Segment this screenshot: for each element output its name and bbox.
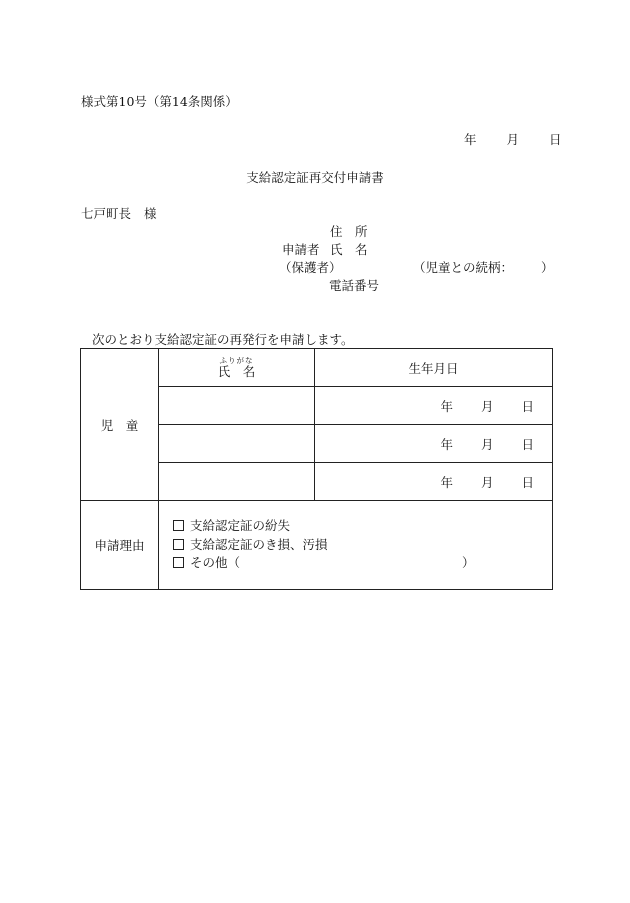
dob-month-label: 月: [480, 398, 494, 414]
furigana-label: ふりがな: [219, 355, 254, 365]
dob-year-label: 年: [440, 398, 453, 414]
applicant-relation-label: （児童との続柄：: [413, 260, 514, 275]
name-header: 氏 名: [217, 364, 256, 379]
reason-label: その他（: [190, 555, 241, 571]
dob-month-label: 月: [480, 474, 494, 490]
child-name-field[interactable]: [159, 387, 315, 425]
dob-month-label: 月: [480, 436, 494, 452]
form-number: 様式第10号（第14条関係）: [81, 94, 238, 109]
reason-header: 申請理由: [81, 501, 159, 590]
addressee-honorific: 様: [144, 206, 157, 221]
reason-label: 支給認定証の紛失: [190, 517, 291, 533]
child-name-field[interactable]: [159, 463, 315, 501]
dob-year-label: 年: [440, 474, 453, 490]
date-month-label: 月: [506, 132, 520, 147]
dob-header: 生年月日: [315, 349, 553, 387]
table-header-row: [81, 349, 553, 387]
other-close-paren: ）: [462, 555, 475, 571]
child-name-field[interactable]: [159, 425, 315, 463]
name-header-cell: [159, 349, 315, 387]
dob-day-label: 日: [521, 398, 534, 414]
dob-day-label: 日: [521, 436, 534, 452]
reason-label: 支給認定証のき損、汚損: [190, 536, 328, 552]
reason-option-damaged[interactable]: [173, 536, 552, 555]
applicant-name-label: 氏 名: [330, 242, 368, 257]
reason-row: [81, 501, 553, 590]
child-dob-field[interactable]: [315, 387, 553, 425]
checkbox-icon[interactable]: [173, 539, 184, 550]
reason-option-lost[interactable]: [173, 517, 552, 536]
dob-year-label: 年: [440, 436, 453, 452]
checkbox-icon[interactable]: [173, 520, 184, 531]
checkbox-icon[interactable]: [173, 557, 184, 568]
addressee: [81, 208, 157, 221]
applicant-phone-label: 電話番号: [329, 278, 380, 293]
applicant-relation-close: ）: [541, 260, 554, 275]
applicant-guardian-label: （保護者）: [279, 260, 342, 275]
applicant-role-label: 申請者: [282, 242, 320, 257]
application-table: [80, 348, 553, 590]
page-title: 支給認定証再交付申請書: [246, 170, 384, 185]
applicant-address-label: 住 所: [330, 224, 368, 239]
addressee-name: 七戸町長: [81, 206, 132, 221]
lead-text: 次のとおり支給認定証の再発行を申請します。: [92, 332, 354, 347]
date-year-label: 年: [464, 132, 477, 147]
reason-option-other[interactable]: [173, 554, 552, 573]
date-day-label: 日: [549, 132, 562, 147]
reason-options: [159, 501, 553, 590]
child-dob-field[interactable]: [315, 463, 553, 501]
child-header: 児 童: [81, 349, 159, 501]
child-dob-field[interactable]: [315, 425, 553, 463]
dob-day-label: 日: [521, 474, 534, 490]
date-line: [464, 134, 562, 147]
